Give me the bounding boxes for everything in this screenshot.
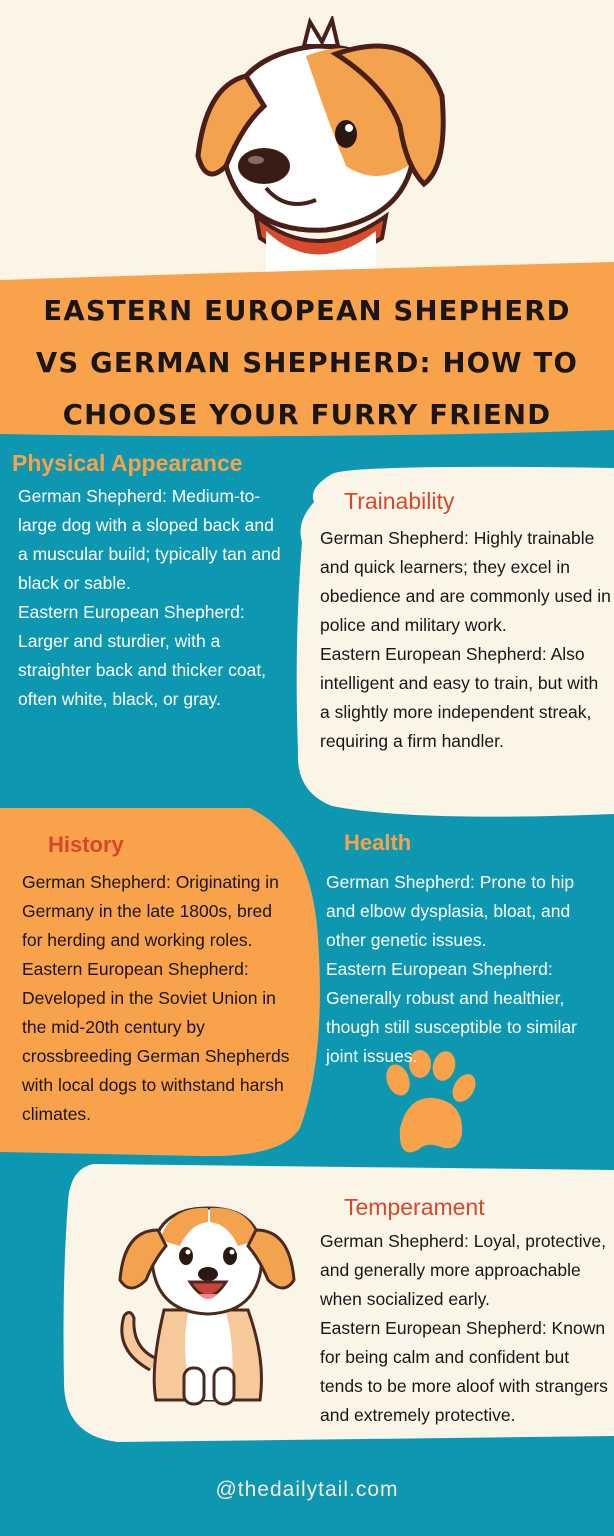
trainability-text: German Shepherd: Highly trainable and quick learners; they excel in obedience and are commonly used in police and military work. Eastern European Shepherd: Also intelligent and easy to train, but with a slightly more independent streak, requiring a firm handler. [320, 528, 611, 751]
physical-appearance-title: Physical Appearance [12, 450, 243, 476]
health-title: Health [344, 830, 412, 855]
dog-head-illustration [186, 16, 448, 278]
temperament-title: Temperament [344, 1194, 485, 1220]
history-title: History [48, 832, 124, 857]
sitting-puppy-illustration [110, 1200, 300, 1415]
footer-handle[interactable]: @thedailytail.com [215, 1478, 399, 1501]
physical-appearance-text: German Shepherd: Medium-to-large dog with a sloped back and a muscular build; typically tan and black or sable. Eastern European Shepherd: Larger and sturdier, with a straighter back and thicker coat, often white, black, or gray. [18, 486, 281, 709]
page-title: EASTERN EUROPEAN SHEPHERD VS GERMAN SHEPHERD: HOW TO CHOOSE YOUR FURRY FRIEND [35, 295, 579, 431]
temperament-text: German Shepherd: Loyal, protective, and generally more approachable when socialized early. Eastern European Shepherd: Known for being calm and confident but tends to be more aloof with strangers and extremely protective. [320, 1231, 608, 1425]
trainability-title: Trainability [344, 488, 455, 514]
health-text: German Shepherd: Prone to hip and elbow dysplasia, bloat, and other genetic issues. Eastern European Shepherd: Generally robust and healthier, though still susceptible to similar joint issues. [326, 872, 577, 1066]
history-text: German Shepherd: Originating in Germany in the late 1800s, bred for herding and working roles. Eastern European Shepherd: Developed in the Soviet Union in the mid-20th century by crossbreeding German Shepherds with local dogs to withstand harsh climates. [22, 872, 290, 1124]
